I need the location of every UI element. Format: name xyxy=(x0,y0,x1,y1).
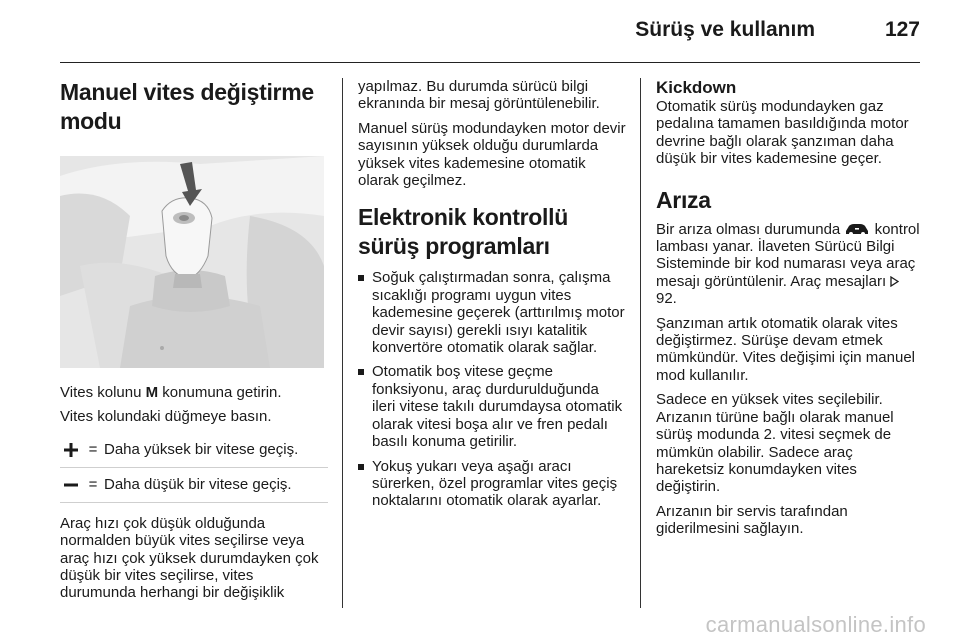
watermark: carmanualsonline.info xyxy=(705,612,926,637)
column-3 xyxy=(656,78,924,545)
program-bullet-list xyxy=(358,269,626,509)
paragraph-continued: yapılmaz. Bu durumda sürücü bilgi ekranında bir mesaj görüntülenebilir. xyxy=(358,78,600,113)
section-title: Sürüş ve kullanım xyxy=(635,18,815,41)
column-2 xyxy=(358,78,626,517)
paragraph-kickdown: Otomatik sürüş modundayken gaz pedalına tamamen basıldığında motor devrine bağlı olarak şanzıman daha düşük bir vites kademesine geçer. xyxy=(656,98,909,168)
list-item: Otomatik boş vitese geçme fonksiyonu, araç durdurulduğunda ileri vitese takılı durumdaysa otomatik olarak vitesi boşa alır ve fren pedalı basılı konuma getirilir. xyxy=(358,363,626,450)
gear-lever-illustration xyxy=(60,156,324,368)
column-divider xyxy=(640,78,641,608)
page-reference-icon xyxy=(890,273,899,290)
heading-electronic-programs: Elektronik kontrollü sürüş programları xyxy=(358,204,568,260)
symbol-row-plus xyxy=(60,433,328,468)
list-item: Soğuk çalıştırmadan sonra, çalışma sıcaklığı programı uygun vites kademesine geçerek (arttırılmış motor devir sayısı) gerekli ısıyı katalitik konvertöre otomatik olarak sağlar. xyxy=(358,269,626,356)
column-divider xyxy=(342,78,343,608)
page-header xyxy=(60,0,920,63)
bullet-icon xyxy=(358,369,364,375)
heading-fault: Arıza xyxy=(656,186,711,213)
paragraph-fault-effect: Şanzıman artık otomatik olarak vites değiştirmez. Sürüşe devam etmek mümkündür. Vites değişimi için manuel mod kullanılır. xyxy=(656,314,916,384)
instruction-line-1: Vites kolunu M konumuna getirin. xyxy=(60,384,282,401)
instruction-line-2: Vites kolundaki düğmeye basın. xyxy=(60,408,272,426)
paragraph-fault-lamp: Bir arıza olması durumunda kontrol lambası yanar. İlaveten Sürücü Bilgi Sisteminde bir kod numarası veya araç mesajı görüntülenir. Araç mesajları 92. xyxy=(656,220,920,308)
list-item: Yokuş yukarı veya aşağı aracı sürerken, özel programlar vites geçiş noktalarını otomatik olarak ayarlar. xyxy=(358,458,626,510)
position-m: M xyxy=(145,384,159,401)
symbol-description: Daha düşük bir vitese geçiş. xyxy=(104,476,292,494)
heading-kickdown: Kickdown xyxy=(656,78,737,97)
symbol-row-minus xyxy=(60,468,328,503)
symbol-legend xyxy=(60,433,328,503)
car-fault-icon xyxy=(844,221,870,238)
heading-manual-mode: Manuel vites değiştirme modu xyxy=(60,79,314,134)
minus-icon xyxy=(60,478,82,492)
page-number: 127 xyxy=(884,18,920,41)
symbol-description: Daha yüksek bir vitese geçiş. xyxy=(104,441,299,459)
bullet-icon xyxy=(358,275,364,281)
equals-sign: = xyxy=(88,476,98,494)
paragraph-rpm-note: Manuel sürüş modundayken motor devir sayısının yüksek olduğu durumlarda yüksek vites kademesine otomatik olarak geçilmez. xyxy=(358,119,626,190)
paragraph-speed-note: Araç hızı çok düşük olduğunda normalden büyük vites seçilirse veya araç hızı çok yüksek durumdayken çok düşük bir vites seçilirse, vites durumunda herhangi bir değişiklik xyxy=(60,514,319,602)
bullet-icon xyxy=(358,464,364,470)
paragraph-fault-service: Arızanın bir servis tarafından giderilmesini sağlayın. xyxy=(656,502,848,538)
plus-icon xyxy=(60,443,82,457)
paragraph-fault-gears: Sadece en yüksek vites seçilebilir. Arızanın türüne bağlı olarak manuel sürüş modunda 2. vitesi seçmek de mümkün olabilir. Sadece araç hareketsiz konumdayken vites değiştirin. xyxy=(656,391,894,496)
equals-sign: = xyxy=(88,441,98,459)
column-1 xyxy=(60,78,328,609)
